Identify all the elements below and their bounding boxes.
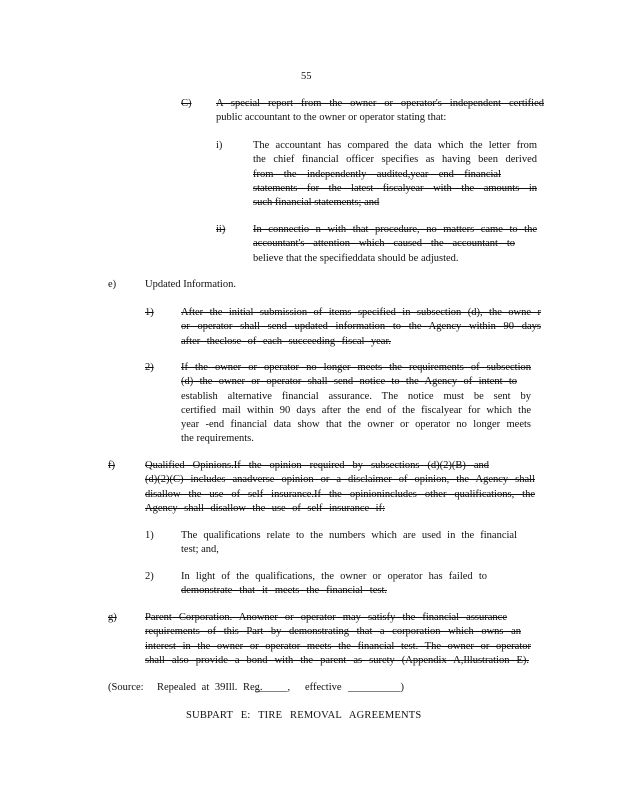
section-c-text xyxy=(216,97,544,126)
text-line: (d)(2)(C) includes anadverse opinion or a disclaimer of opinion, the Agency shall xyxy=(145,474,535,486)
section-g-text xyxy=(145,611,531,668)
text-line: the requirements. xyxy=(181,433,254,445)
text-line: public accountant to the owner or operator stating that: xyxy=(216,112,447,124)
section-label-ii: ii) xyxy=(216,224,226,235)
text-line: interest in the owner or operator meets the financial test. The owner or operator xyxy=(145,640,531,652)
section-e2-text xyxy=(181,361,531,447)
text-line: The accountant has compared the data which the letter from xyxy=(253,140,537,151)
text-line: after theclose of each succeeding fiscal year. xyxy=(181,335,391,347)
text-line: the chief financial officer specifies as having been derived xyxy=(253,154,537,166)
source-prefix: (Source: xyxy=(108,682,144,693)
section-label-c: C) xyxy=(181,98,192,109)
section-i-text xyxy=(253,139,537,210)
text-line: disallow the use of self insurance.If the opinionincludes other qualifications, the xyxy=(145,488,535,500)
text-line: year -end financial data show that the owner or operator no longer meets xyxy=(181,419,531,431)
text-line: from the independently audited,year end financial xyxy=(253,168,501,180)
text-line: such financial statements; and xyxy=(253,197,380,209)
text-line: In light of the qualifications, the owner or operator has failed to xyxy=(181,571,487,582)
text-line: A special report from the owner or operator's independent certified xyxy=(216,98,544,109)
text-line: shall also provide a bond with the parent as surety (Appendix A,Illustration E). xyxy=(145,654,529,666)
text-line: demonstrate that it meets the financial test. xyxy=(181,585,387,597)
source-repealed: Repealed at 39Ill. Reg. xyxy=(157,682,263,693)
text-line: test; and, xyxy=(181,544,219,556)
text-line: The qualifications relate to the numbers which are used in the financial xyxy=(181,530,517,541)
text-line: or operator shall send updated information to the Agency within 90 days xyxy=(181,321,541,333)
text-line: After the initial submission of items specified in subsection (d), the owne r xyxy=(181,307,541,318)
section-label-g: g) xyxy=(108,612,117,623)
text-line: Qualified Opinions.If the opinion required by subsections (d)(2)(B) and xyxy=(145,460,489,471)
text-line: In connectio n with that procedure, no matters came to the xyxy=(253,224,537,235)
text-line: If the owner or operator no longer meets the requirements of subsection xyxy=(181,362,531,373)
text-line: accountant's attention which caused the accountant to xyxy=(253,238,515,250)
text-line: certified mail within 90 days after the end of the fiscalyear for which the xyxy=(181,404,531,416)
section-label-e: e) xyxy=(108,279,117,290)
source-blank-date: __________) xyxy=(348,682,404,693)
text-line: establish alternative financial assurance. The notice must be sent by xyxy=(181,390,531,402)
source-blank-reg: ______, xyxy=(256,682,291,693)
section-label-e2: 2) xyxy=(145,362,154,373)
section-f-text xyxy=(145,459,535,516)
subpart-heading: SUBPART E: TIRE REMOVAL AGREEMENTS xyxy=(186,710,422,721)
section-label-f: f) xyxy=(108,460,115,471)
section-e1-text xyxy=(181,306,541,349)
section-f1-text xyxy=(181,529,517,558)
section-label-e1: 1) xyxy=(145,307,154,318)
source-effective: effective xyxy=(305,682,342,693)
section-label-f2: 2) xyxy=(145,571,154,582)
section-ii-text xyxy=(253,223,537,266)
section-label-f1: 1) xyxy=(145,530,154,541)
text-line: Parent Corporation. Anowner or operator may satisfy the financial assurance xyxy=(145,612,507,623)
text-line: believe that the specifieddata should be adjusted. xyxy=(253,252,459,264)
section-label-i: i) xyxy=(216,140,223,151)
text-line: Agency shall disallow the use of self insurance if: xyxy=(145,502,385,514)
section-e-heading: Updated Information. xyxy=(145,279,236,290)
page-number: 55 xyxy=(301,71,312,82)
text-line: statements for the latest fiscalyear with the amounts in xyxy=(253,182,537,194)
section-f2-text xyxy=(181,570,491,599)
text-line: (d) the owner or operator shall send notice to the Agency of intent to xyxy=(181,376,517,388)
text-line: requirements of this Part by demonstrating that a corporation which owns an xyxy=(145,626,521,638)
